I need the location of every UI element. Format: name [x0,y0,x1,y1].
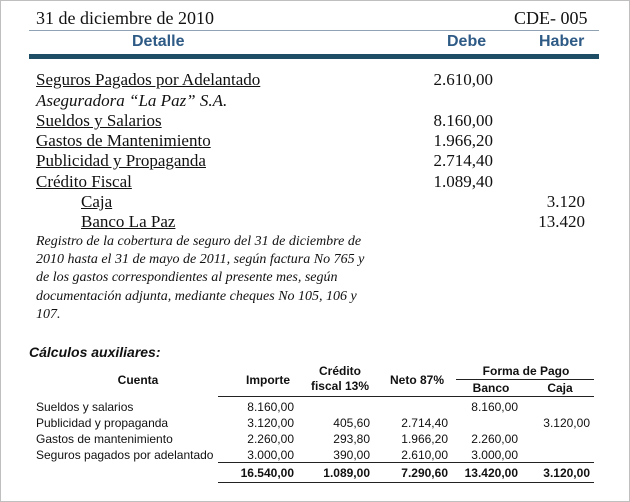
calc-title: Cálculos auxiliares: [29,344,161,360]
calc-header-importe: Importe [245,373,290,387]
calc-row-importe: 2.260,00 [247,432,294,446]
calc-row-cuenta: Seguros pagados por adelantado [36,448,214,462]
debe-seguros: 2.610,00 [433,70,493,89]
account-gastos-mantenimiento: Gastos de Mantenimiento [36,131,211,150]
calc-row-banco: 3.000,00 [471,448,518,462]
calc-row-importe: 3.120,00 [247,416,294,430]
calc-header-banco: Banco [472,381,510,395]
calc-header-caja: Caja [547,381,573,395]
column-header-debe: Debe [447,33,487,50]
calc-row-banco: 2.260,00 [471,432,518,446]
calc-total-banco: 13.420,00 [464,466,518,480]
entry-description: Registro de la cobertura de seguro del 31 de diciembre de 2010 hasta el 31 de mayo de 2011, según factura No 765 y de los gastos correspondientes al presente mes, según documentación adjunta, mediante cheques No 105, 106 y 107. [36,234,365,322]
calc-header-neto: Neto 87% [389,373,445,387]
calc-row-cuenta: Gastos de mantenimiento [36,432,173,446]
calc-row-importe: 8.160,00 [247,400,294,414]
calc-row-importe: 3.000,00 [247,448,294,462]
haber-caja: 3.120 [546,192,585,211]
entry-code: CDE- 005 [514,8,588,28]
calc-row-caja: 3.120,00 [543,416,590,430]
calc-header-forma-pago: Forma de Pago [482,364,570,378]
account-sueldos: Sueldos y Salarios [36,111,162,130]
calc-row-neto: 1.966,20 [401,432,448,446]
account-subtext-aseguradora: Aseguradora “La Paz” S.A. [36,91,228,110]
entry-date: 31 de diciembre de 2010 [36,8,214,28]
column-header-detalle: Detalle [132,33,185,50]
calc-row-neto: 2.714,40 [401,416,448,430]
column-header-haber: Haber [539,33,585,50]
account-caja: Caja [81,192,113,211]
calc-bottom-rule [218,482,594,483]
calc-totals-rule [218,462,594,463]
calc-total-credito: 1.089,00 [323,466,370,480]
calc-total-importe: 16.540,00 [240,466,294,480]
calc-row-banco: 8.160,00 [471,400,518,414]
calc-header-cuenta: Cuenta [117,373,159,387]
debe-credito-fiscal: 1.089,40 [433,172,493,191]
header-divider [29,30,599,31]
calc-header-credito: Crédito fiscal 13% [310,364,370,393]
calc-row-credito: 293,80 [333,432,370,446]
forma-pago-divider [456,379,594,380]
account-publicidad: Publicidad y Propaganda [36,151,206,170]
account-seguros: Seguros Pagados por Adelantado [36,70,261,89]
debe-sueldos: 8.160,00 [433,111,493,130]
calc-row-neto: 2.610,00 [401,448,448,462]
calc-total-neto: 7.290,60 [401,466,448,480]
calc-row-cuenta: Sueldos y salarios [36,400,134,414]
calc-header-rule [218,396,594,397]
calc-row-cuenta: Publicidad y propaganda [36,416,169,430]
debe-gastos-mantenimiento: 1.966,20 [433,131,493,150]
debe-publicidad: 2.714,40 [433,151,493,170]
header-bar [29,54,599,59]
haber-banco-la-paz: 13.420 [538,212,585,231]
calc-row-credito: 390,00 [333,448,370,462]
calc-row-credito: 405,60 [333,416,370,430]
account-credito-fiscal: Crédito Fiscal [36,172,132,191]
account-banco-la-paz: Banco La Paz [81,212,176,231]
calc-total-caja: 3.120,00 [543,466,590,480]
